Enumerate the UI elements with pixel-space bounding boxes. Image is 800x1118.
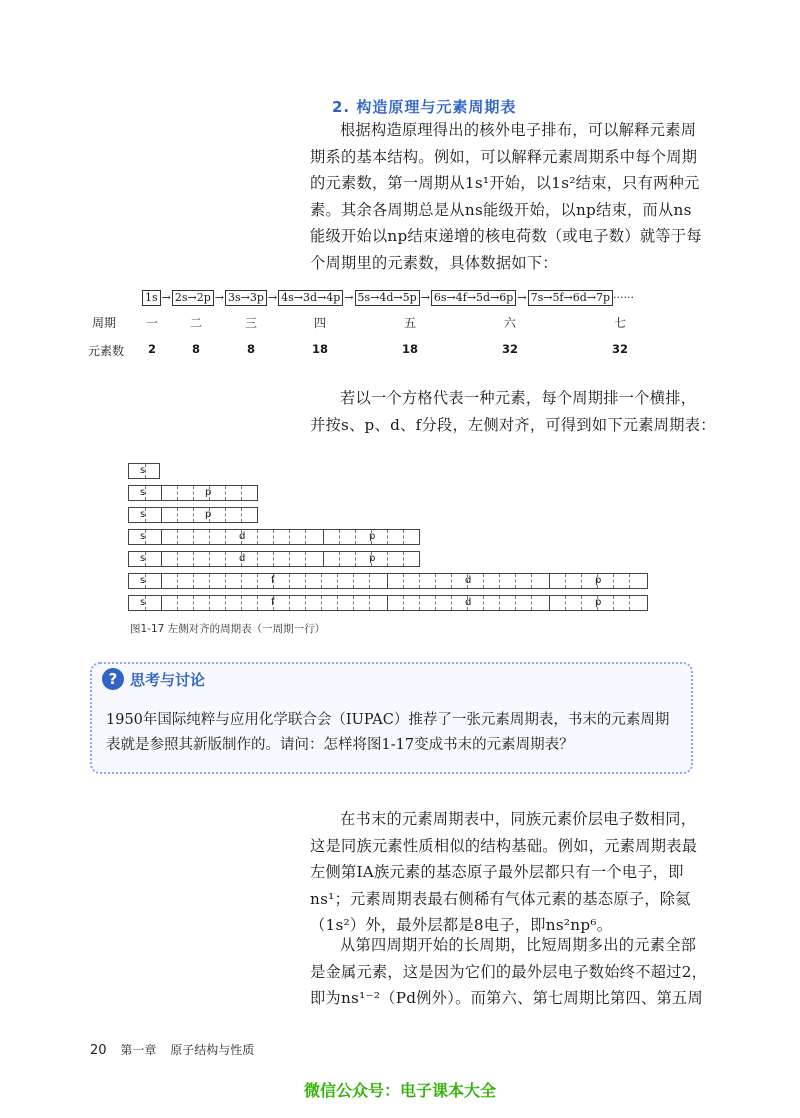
text-line: 根据构造原理得出的核外电子排布，可以解释元素周	[340, 121, 697, 139]
grid-row	[128, 507, 258, 523]
question-icon: ?	[102, 668, 124, 690]
grid-row	[128, 551, 420, 567]
block-label-d: d	[465, 597, 472, 608]
grid-row	[128, 485, 258, 501]
grid-row	[128, 529, 420, 545]
text-line: 左侧第ⅠA族元素的基态原子最外层都只有一个电子，即	[310, 863, 684, 881]
paragraph-long-periods	[310, 932, 708, 1012]
block-label-p: p	[369, 553, 376, 564]
text-line: 并按s、p、d、f分段，左侧对齐，可得到如下元素周期表：	[310, 415, 716, 434]
period-cell: 四	[313, 316, 326, 330]
chapter-label: 第一章	[120, 1043, 157, 1057]
sequence-group: 3s→3p	[225, 290, 267, 306]
count-cell: 32	[611, 342, 628, 356]
period-cell: 七	[613, 316, 626, 330]
sequence-group: 2s→2p	[172, 290, 214, 306]
text-line: 个周期里的元素数，具体数据如下：	[310, 253, 558, 272]
block-label-p: p	[369, 531, 376, 542]
count-row-label: 元素数	[88, 344, 125, 358]
discussion-title: 思考与讨论	[130, 671, 206, 689]
text-line: 是金属元素，这是因为它们的最外层电子数始终不超过2，	[310, 962, 708, 981]
page-number: 20	[90, 1043, 107, 1058]
block-label-f: f	[271, 597, 275, 608]
paragraph-grid-intro	[310, 385, 716, 438]
text-line: 素。其余各周期总是从ns能级开始，以np结束，而从ns	[310, 200, 692, 219]
block-label-s: s	[140, 531, 146, 542]
count-cell: 8	[246, 342, 255, 356]
text-line: 若以一个方格代表一种元素，每个周期排一个横排，	[340, 389, 697, 407]
block-label-p: p	[205, 487, 212, 498]
period-cell: 二	[189, 316, 202, 330]
text-line: 这是同族元素性质相似的结构基础。例如，元素周期表最	[310, 836, 698, 855]
wechat-watermark: 微信公众号：电子课本大全	[303, 1081, 496, 1100]
text-line: 期系的基本结构。例如，可以解释元素周期系中每个周期	[310, 147, 698, 166]
text-line: 能级开始以np结束递增的核电荷数（或电子数）就等于每	[310, 227, 702, 245]
paragraph-groups	[310, 806, 700, 939]
block-label-d: d	[239, 553, 246, 564]
block-label-s: s	[140, 575, 146, 586]
count-cell: 18	[311, 342, 328, 356]
block-label-s: s	[140, 487, 146, 498]
page-footer	[90, 1041, 254, 1058]
text-line: 的元素数，第一周期从1s¹开始，以1s²结束，只有两种元	[310, 174, 700, 192]
text-line: 在书末的元素周期表中，同族元素价层电子数相同，	[340, 810, 697, 828]
sequence-group: 4s→3d→4p	[278, 290, 343, 306]
paragraph-intro	[310, 117, 700, 276]
block-label-d: d	[465, 575, 472, 586]
block-label-p: p	[595, 597, 602, 608]
count-cell: 8	[191, 342, 200, 356]
count-cell: 18	[401, 342, 418, 356]
sequence-group: 7s→5f→6d→7p	[528, 290, 613, 306]
text-line: ns¹；元素周期表最右侧稀有气体元素的基态原子，除氦	[310, 889, 691, 908]
energy-level-sequence: 1s → 2s→2p → 3s→3p → 4s→3d→4p → 5s→4d→5p → 6s→4f→5d→6p → 7s→5f→6d→7p ······	[142, 290, 634, 306]
block-label-p: p	[595, 575, 602, 586]
chapter-title: 原子结构与性质	[170, 1043, 255, 1057]
period-row-label: 周期	[92, 316, 117, 330]
block-label-s: s	[140, 597, 146, 608]
sequence-group: 6s→4f→5d→6p	[431, 290, 516, 306]
block-label-s: s	[140, 553, 146, 564]
grid-row	[128, 573, 648, 589]
block-label-p: p	[205, 509, 212, 520]
block-label-s: s	[140, 509, 146, 520]
sequence-group: 5s→4d→5p	[355, 290, 420, 306]
period-cell: 五	[403, 316, 416, 330]
text-line: 即为ns¹⁻²（Pd例外）。而第六、第七周期比第四、第五周	[310, 989, 703, 1007]
text-line: （1s²）外，最外层都是8电子，即ns²np⁶。	[310, 916, 613, 934]
period-cell: 三	[244, 316, 257, 330]
discussion-text: 1950年国际纯粹与应用化学联合会（IUPAC）推荐了一张元素周期表，书末的元素周期表就是参照其新版制作的。请问：怎样将图1-17变成书末的元素周期表？	[106, 712, 670, 753]
block-label-s: s	[140, 465, 146, 476]
block-label-d: d	[239, 531, 246, 542]
left-aligned-periodic-grid	[128, 463, 648, 613]
text-line: 从第四周期开始的长周期，比短周期多出的元素全部	[340, 936, 697, 954]
grid-row	[128, 595, 648, 611]
block-label-f: f	[271, 575, 275, 586]
period-cell: 六	[503, 316, 516, 330]
discussion-box	[90, 662, 693, 774]
count-cell: 2	[147, 342, 156, 356]
sequence-group: 1s	[142, 290, 161, 306]
sequence-trailing: ······	[613, 291, 635, 304]
period-cell: 一	[145, 316, 158, 330]
section-heading: 2. 构造原理与元素周期表	[332, 98, 517, 116]
count-cell: 32	[501, 342, 518, 356]
grid-row	[128, 463, 160, 479]
figure-caption: 图1-17 左侧对齐的周期表（一周期一行）	[130, 623, 326, 635]
